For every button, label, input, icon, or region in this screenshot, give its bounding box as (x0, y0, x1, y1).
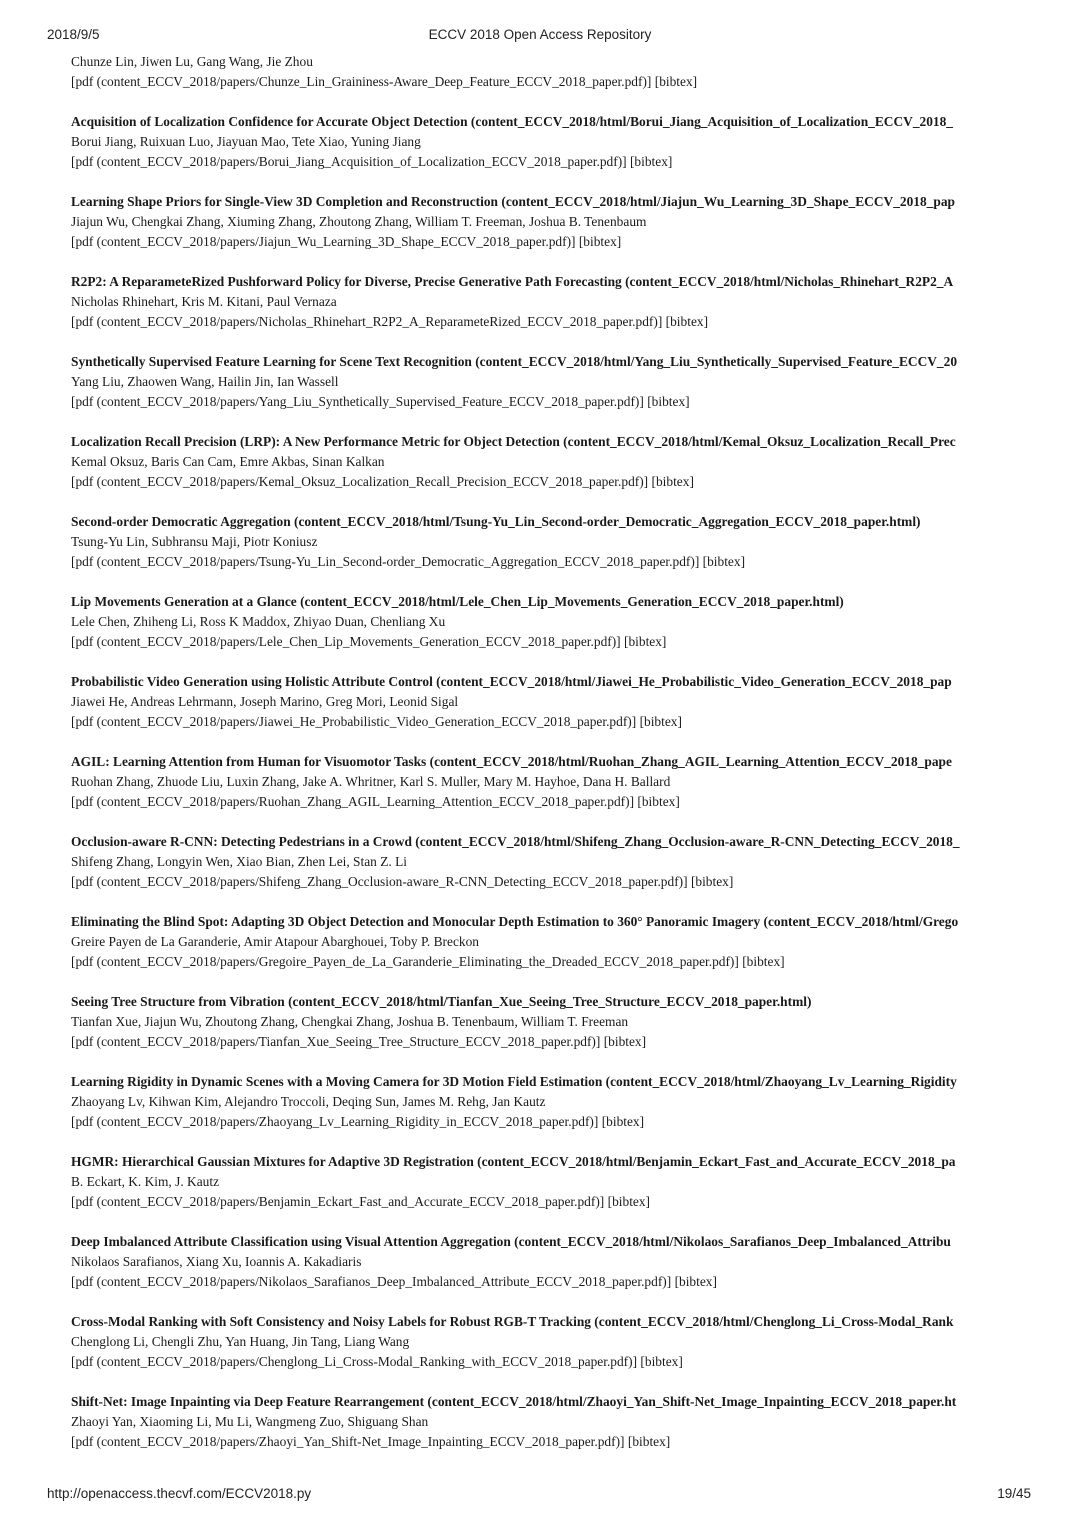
pdf-link[interactable]: [pdf (content_ECCV_2018/papers/Ruohan_Zhang_AGIL_Learning_Attention_ECCV_2018_paper.pdf)] (71, 794, 635, 809)
paper-links (71, 152, 1033, 172)
paper-authors: Jiajun Wu, Chengkai Zhang, Xiuming Zhang, Zhoutong Zhang, William T. Freeman, Joshua B. Tenenbaum (71, 214, 647, 229)
paper-authors: Tianfan Xue, Jiajun Wu, Zhoutong Zhang, Chengkai Zhang, Joshua B. Tenenbaum, William T. Freeman (71, 1014, 629, 1029)
paper-entry (71, 352, 1033, 412)
page-number: 19/45 (997, 1486, 1031, 1501)
pdf-link[interactable]: [pdf (content_ECCV_2018/papers/Chenglong_Li_Cross-Modal_Ranking_with_ECCV_2018_paper.pdf)] (71, 1354, 638, 1369)
paper-authors: Yang Liu, Zhaowen Wang, Hailin Jin, Ian Wassell (71, 374, 339, 389)
paper-entry (71, 1392, 1033, 1452)
bibtex-link[interactable]: [bibtex] (647, 394, 690, 409)
paper-entry (71, 512, 1033, 572)
paper-entry-continued (71, 52, 1033, 92)
paper-entry (71, 1072, 1033, 1132)
paper-title-link[interactable]: R2P2: A ReparameteRized Pushforward Policy for Diverse, Precise Generative Path Forecasting (content_ECCV_2018/html/Nicholas_Rhinehart_R2P2_A (71, 274, 954, 289)
paper-authors: Lele Chen, Zhiheng Li, Ross K Maddox, Zhiyao Duan, Chenliang Xu (71, 614, 446, 629)
paper-entry (71, 912, 1033, 972)
paper-entry (71, 432, 1033, 492)
bibtex-link[interactable]: [bibtex] (651, 474, 694, 489)
paper-title-link[interactable]: Synthetically Supervised Feature Learning for Scene Text Recognition (content_ECCV_2018/html/Yang_Liu_Synthetically_Supervised_Feature_ECCV_20 (71, 354, 958, 369)
paper-authors: Nicholas Rhinehart, Kris M. Kitani, Paul Vernaza (71, 294, 337, 309)
paper-title-link[interactable]: Shift-Net: Image Inpainting via Deep Feature Rearrangement (content_ECCV_2018/html/Zhaoyi_Yan_Shift-Net_Image_Inpainting_ECCV_2018_paper.ht (71, 1394, 957, 1409)
pdf-link[interactable]: [pdf (content_ECCV_2018/papers/Gregoire_Payen_de_La_Garanderie_Eliminating_the_Dreaded_ECCV_2018_paper.pdf)] (71, 954, 739, 969)
paper-title-link[interactable]: Deep Imbalanced Attribute Classification using Visual Attention Aggregation (content_ECCV_2018/html/Nikolaos_Sarafianos_Deep_Imbalanced_Attribu (71, 1234, 951, 1249)
paper-links (71, 312, 1033, 332)
paper-links (71, 1352, 1033, 1372)
pdf-link[interactable]: [pdf (content_ECCV_2018/papers/Tsung-Yu_Lin_Second-order_Democratic_Aggregation_ECCV_2018_paper.pdf)] (71, 554, 700, 569)
pdf-link[interactable]: [pdf (content_ECCV_2018/papers/Benjamin_Eckart_Fast_and_Accurate_ECCV_2018_paper.pdf)] (71, 1194, 605, 1209)
bibtex-link[interactable]: [bibtex] (690, 874, 734, 889)
paper-links (71, 1432, 1033, 1452)
paper-entry (71, 192, 1033, 252)
pdf-link[interactable]: [pdf (content_ECCV_2018/papers/Nikolaos_Sarafianos_Deep_Imbalanced_Attribute_ECCV_2018_paper.pdf)] (71, 1274, 672, 1289)
paper-authors: Zhaoyang Lv, Kihwan Kim, Alejandro Troccoli, Deqing Sun, James M. Rehg, Jan Kautz (71, 1094, 546, 1109)
paper-authors: Tsung-Yu Lin, Subhransu Maji, Piotr Koniusz (71, 534, 318, 549)
paper-entry (71, 672, 1033, 732)
paper-title-link[interactable]: Learning Shape Priors for Single-View 3D Completion and Reconstruction (content_ECCV_2018/html/Jiajun_Wu_Learning_3D_Shape_ECCV_2018_pap (71, 194, 955, 209)
paper-authors: Greire Payen de La Garanderie, Amir Atapour Abarghouei, Toby P. Breckon (71, 934, 479, 949)
paper-entry (71, 832, 1033, 892)
paper-links (71, 1112, 1033, 1132)
paper-title-link[interactable]: Acquisition of Localization Confidence for Accurate Object Detection (content_ECCV_2018/html/Borui_Jiang_Acquisition_of_Localization_ECCV_2018_ (71, 114, 953, 129)
bibtex-link[interactable]: [bibtex] (639, 714, 682, 729)
paper-title-link[interactable]: Eliminating the Blind Spot: Adapting 3D Object Detection and Monocular Depth Estimation to 360° Panoramic Imagery (content_ECCV_2018/html/Grego (71, 914, 959, 929)
paper-entry (71, 1152, 1033, 1212)
paper-authors: Borui Jiang, Ruixuan Luo, Jiayuan Mao, Tete Xiao, Yuning Jiang (71, 134, 421, 149)
pdf-link[interactable]: [pdf (content_ECCV_2018/papers/Shifeng_Zhang_Occlusion-aware_R-CNN_Detecting_ECCV_2018_paper.pdf)] (71, 874, 688, 889)
paper-title-link[interactable]: HGMR: Hierarchical Gaussian Mixtures for Adaptive 3D Registration (content_ECCV_2018/html/Benjamin_Eckart_Fast_and_Accurate_ECCV_2018_pa (71, 1154, 956, 1169)
paper-title-link[interactable]: Learning Rigidity in Dynamic Scenes with a Moving Camera for 3D Motion Field Estimation (content_ECCV_2018/html/Zhaoyang_Lv_Learning_Rigidity (71, 1074, 957, 1089)
pdf-link[interactable]: [pdf (content_ECCV_2018/papers/Jiawei_He_Probabilistic_Video_Generation_ECCV_2018_paper.pdf)] (71, 714, 637, 729)
paper-authors: Nikolaos Sarafianos, Xiang Xu, Ioannis A. Kakadiaris (71, 1254, 362, 1269)
bibtex-link[interactable]: [bibtex] (607, 1194, 651, 1209)
page-title: ECCV 2018 Open Access Repository (428, 27, 652, 42)
paper-authors: Chenglong Li, Chengli Zhu, Yan Huang, Jin Tang, Liang Wang (71, 1334, 410, 1349)
bibtex-link[interactable]: [bibtex] (640, 1354, 683, 1369)
paper-links (71, 392, 1033, 412)
paper-authors: Zhaoyi Yan, Xiaoming Li, Mu Li, Wangmeng Zuo, Shiguang Shan (71, 1414, 429, 1429)
paper-links (71, 792, 1033, 812)
bibtex-link[interactable]: [bibtex] (603, 1034, 647, 1049)
pdf-link[interactable]: [pdf (content_ECCV_2018/papers/Lele_Chen_Lip_Movements_Generation_ECCV_2018_paper.pdf)] (71, 634, 621, 649)
paper-links (71, 872, 1033, 892)
paper-entry (71, 992, 1033, 1052)
bibtex-link[interactable]: [bibtex] (702, 554, 746, 569)
paper-entry (71, 1232, 1033, 1292)
paper-links (71, 472, 1033, 492)
bibtex-link[interactable]: [bibtex] (665, 314, 709, 329)
bibtex-link[interactable]: [bibtex] (627, 1434, 671, 1449)
paper-authors: Shifeng Zhang, Longyin Wen, Xiao Bian, Zhen Lei, Stan Z. Li (71, 854, 407, 869)
paper-links (71, 712, 1033, 732)
pdf-link[interactable]: [pdf (content_ECCV_2018/papers/Zhaoyi_Yan_Shift-Net_Image_Inpainting_ECCV_2018_paper.pdf)] (71, 1434, 625, 1449)
paper-authors: Kemal Oksuz, Baris Can Cam, Emre Akbas, Sinan Kalkan (71, 454, 385, 469)
paper-title-link[interactable]: Occlusion-aware R-CNN: Detecting Pedestrians in a Crowd (content_ECCV_2018/html/Shifeng_Zhang_Occlusion-aware_R-CNN_Detecting_ECCV_2018_ (71, 834, 960, 849)
bibtex-link[interactable]: [bibtex] (624, 634, 667, 649)
paper-links (71, 1032, 1033, 1052)
paper-entry (71, 112, 1033, 172)
paper-title-link[interactable]: Lip Movements Generation at a Glance (content_ECCV_2018/html/Lele_Chen_Lip_Movements_Generation_ECCV_2018_paper.html) (71, 594, 844, 609)
paper-links (71, 632, 1033, 652)
paper-links (71, 1272, 1033, 1292)
paper-authors: Jiawei He, Andreas Lehrmann, Joseph Marino, Greg Mori, Leonid Sigal (71, 694, 459, 709)
print-date: 2018/9/5 (47, 27, 100, 42)
paper-title-link[interactable]: Localization Recall Precision (LRP): A New Performance Metric for Object Detection (content_ECCV_2018/html/Kemal_Oksuz_Localization_Recall_Prec (71, 434, 956, 449)
bibtex-link[interactable]: [bibtex] (654, 74, 698, 89)
bibtex-link[interactable]: [bibtex] (629, 154, 673, 169)
paper-links (71, 552, 1033, 572)
paper-list (71, 52, 1033, 1452)
pdf-link[interactable]: [pdf (content_ECCV_2018/papers/Yang_Liu_Synthetically_Supervised_Feature_ECCV_2018_paper.pdf)] (71, 394, 644, 409)
pdf-link[interactable]: [pdf (content_ECCV_2018/papers/Kemal_Oksuz_Localization_Recall_Precision_ECCV_2018_paper.pdf)] (71, 474, 649, 489)
paper-entry (71, 752, 1033, 812)
pdf-link[interactable]: [pdf (content_ECCV_2018/papers/Tianfan_Xue_Seeing_Tree_Structure_ECCV_2018_paper.pdf)] (71, 1034, 601, 1049)
pdf-link[interactable]: [pdf (content_ECCV_2018/papers/Zhaoyang_Lv_Learning_Rigidity_in_ECCV_2018_paper.pdf)] (71, 1114, 599, 1129)
paper-title-link[interactable]: Second-order Democratic Aggregation (content_ECCV_2018/html/Tsung-Yu_Lin_Second-order_Democratic_Aggregation_ECCV_2018_paper.html) (71, 514, 921, 529)
bibtex-link[interactable]: [bibtex] (674, 1274, 717, 1289)
bibtex-link[interactable]: [bibtex] (742, 954, 785, 969)
pdf-link[interactable]: [pdf (content_ECCV_2018/papers/Chunze_Lin_Graininess-Aware_Deep_Feature_ECCV_2018_paper.pdf)] (71, 74, 652, 89)
paper-authors: Ruohan Zhang, Zhuode Liu, Luxin Zhang, Jake A. Whritner, Karl S. Muller, Mary M. Hayhoe, Dana H. Ballard (71, 774, 671, 789)
paper-links (71, 232, 1033, 252)
paper-title-link[interactable]: Probabilistic Video Generation using Holistic Attribute Control (content_ECCV_2018/html/Jiawei_He_Probabilistic_Video_Generation_ECCV_2018_pap (71, 674, 952, 689)
paper-links (71, 72, 1033, 92)
paper-title-link[interactable]: Cross-Modal Ranking with Soft Consistency and Noisy Labels for Robust RGB-T Tracking (content_ECCV_2018/html/Chenglong_Li_Cross-Modal_Rank (71, 1314, 954, 1329)
paper-authors: B. Eckart, K. Kim, J. Kautz (71, 1174, 220, 1189)
pdf-link[interactable]: [pdf (content_ECCV_2018/papers/Jiajun_Wu_Learning_3D_Shape_ECCV_2018_paper.pdf)] (71, 234, 576, 249)
paper-links (71, 1192, 1033, 1212)
pdf-link[interactable]: [pdf (content_ECCV_2018/papers/Borui_Jiang_Acquisition_of_Localization_ECCV_2018_paper.pdf)] (71, 154, 627, 169)
page-url: http://openaccess.thecvf.com/ECCV2018.py (47, 1486, 312, 1501)
paper-entry (71, 1312, 1033, 1372)
paper-title-link[interactable]: AGIL: Learning Attention from Human for Visuomotor Tasks (content_ECCV_2018/html/Ruohan_Zhang_AGIL_Learning_Attention_ECCV_2018_pape (71, 754, 952, 769)
paper-entry (71, 592, 1033, 652)
paper-title-link[interactable]: Seeing Tree Structure from Vibration (content_ECCV_2018/html/Tianfan_Xue_Seeing_Tree_Structure_ECCV_2018_paper.html) (71, 994, 812, 1009)
paper-entries (71, 112, 1033, 1452)
bibtex-link[interactable]: [bibtex] (601, 1114, 645, 1129)
pdf-link[interactable]: [pdf (content_ECCV_2018/papers/Nicholas_Rhinehart_R2P2_A_ReparameteRized_ECCV_2018_paper.pdf)] (71, 314, 663, 329)
paper-entry (71, 272, 1033, 332)
bibtex-link[interactable]: [bibtex] (578, 234, 622, 249)
paper-authors: Chunze Lin, Jiwen Lu, Gang Wang, Jie Zhou (71, 54, 313, 69)
paper-links (71, 952, 1033, 972)
bibtex-link[interactable]: [bibtex] (637, 794, 680, 809)
